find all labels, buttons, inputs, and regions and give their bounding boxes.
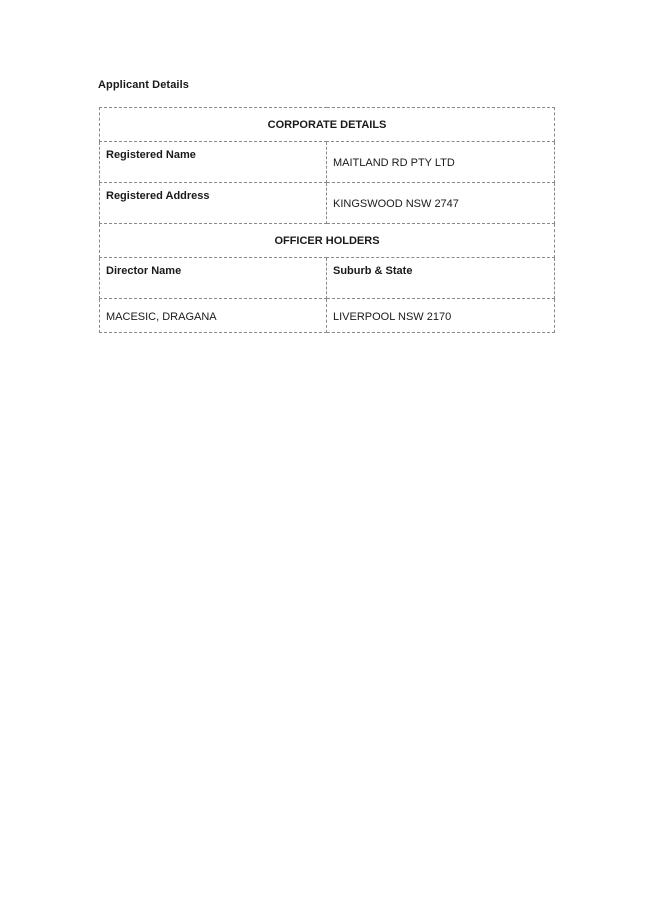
director-name-header: Director Name: [106, 265, 182, 277]
registered-name-label-cell: [100, 142, 327, 183]
registered-address-value-cell: [327, 183, 555, 224]
officer-columns-row: [100, 258, 555, 299]
registered-address-value: KINGSWOOD NSW 2747: [333, 198, 459, 210]
registered-address-row: [100, 183, 555, 224]
registered-name-value-cell: [327, 142, 555, 183]
registered-name-label: Registered Name: [106, 149, 196, 161]
registered-name-row: [100, 142, 555, 183]
page-title: Applicant Details: [98, 79, 189, 91]
table-row: [100, 299, 555, 333]
applicant-details-table: [99, 107, 555, 333]
suburb-state-value: LIVERPOOL NSW 2170: [333, 310, 452, 323]
officer-holders-header-row: [100, 224, 555, 258]
registered-name-value: MAITLAND RD PTY LTD: [333, 157, 455, 169]
corporate-details-header-row: [100, 108, 555, 142]
corporate-details-header: CORPORATE DETAILS: [100, 108, 555, 142]
director-name-value: MACESIC, DRAGANA: [106, 310, 217, 323]
suburb-state-value-cell: [327, 299, 555, 333]
officer-holders-header: OFFICER HOLDERS: [100, 224, 555, 258]
director-name-value-cell: [100, 299, 327, 333]
registered-address-label: Registered Address: [106, 190, 210, 202]
director-name-header-cell: [100, 258, 327, 299]
suburb-state-header-cell: [327, 258, 555, 299]
suburb-state-header: Suburb & State: [333, 265, 413, 277]
registered-address-label-cell: [100, 183, 327, 224]
